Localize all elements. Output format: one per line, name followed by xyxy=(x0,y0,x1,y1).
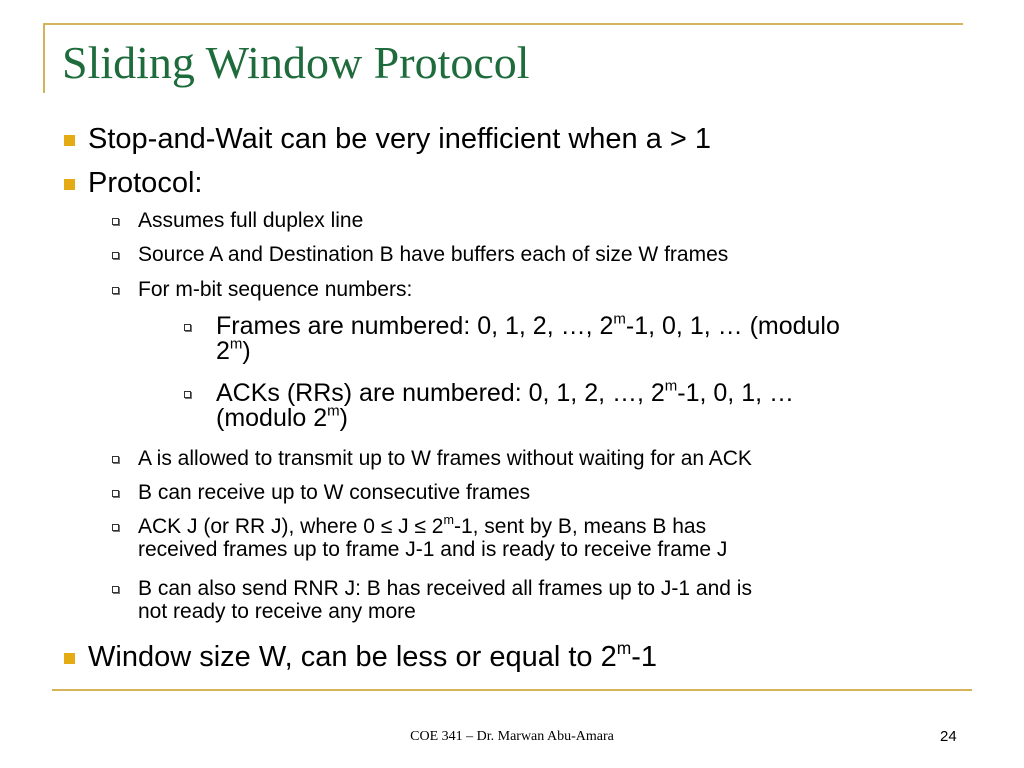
sub-bullet-line: not ready to receive any more xyxy=(138,599,416,623)
hollow-square-bullet-icon xyxy=(112,218,119,225)
text-run: -1, 0, 1, … xyxy=(677,379,794,407)
hollow-square-bullet-icon xyxy=(112,287,119,294)
bullet-text: Protocol: xyxy=(88,167,203,199)
sub-bullet-item xyxy=(112,210,363,233)
sub-bullet-text: Source A and Destination B have buffers each of size W frames xyxy=(138,243,729,266)
page-number: 24 xyxy=(940,728,957,745)
footer-course: COE 341 – Dr. Marwan Abu-Amara xyxy=(410,729,614,744)
sub-bullet-item xyxy=(112,482,530,505)
bullet-item xyxy=(64,168,202,198)
sub-bullet-item xyxy=(112,578,752,623)
square-bullet-icon xyxy=(64,653,75,664)
bullet-text xyxy=(88,637,657,673)
hollow-square-bullet-icon xyxy=(112,252,119,259)
hollow-square-bullet-icon xyxy=(112,490,119,497)
text-run: ) xyxy=(339,404,348,432)
sub-bullet-text: B can receive up to W consecutive frames xyxy=(138,481,531,504)
sub-bullet-text: Assumes full duplex line xyxy=(138,209,364,232)
text-run: -1 xyxy=(631,641,657,673)
superscript: m xyxy=(229,335,243,353)
hollow-square-bullet-icon xyxy=(112,586,119,593)
hollow-square-bullet-icon xyxy=(184,324,191,331)
superscript: m xyxy=(443,513,454,528)
sub-bullet-item xyxy=(112,448,752,471)
text-run: 2 xyxy=(216,337,230,365)
superscript: m xyxy=(664,377,678,395)
sub-sub-bullet-item xyxy=(184,377,794,432)
text-run: -1, sent by B, means B has xyxy=(453,515,707,538)
sub-sub-bullet-item xyxy=(184,310,840,365)
superscript: m xyxy=(616,637,632,658)
text-run: Frames are numbered: 0, 1, 2, …, 2 xyxy=(216,312,614,340)
bullet-text: Stop-and-Wait can be very inefficient when a > 1 xyxy=(88,123,712,155)
sub-bullet-text: For m-bit sequence numbers: xyxy=(138,278,413,301)
sub-bullet-line: received frames up to frame J-1 and is ready to receive frame J xyxy=(138,537,728,561)
bullet-item xyxy=(64,124,711,154)
text-run: ) xyxy=(242,337,251,365)
sub-sub-bullet-line xyxy=(216,310,840,340)
sub-bullet-line xyxy=(138,513,727,539)
sub-bullet-text: A is allowed to transmit up to W frames without waiting for an ACK xyxy=(138,447,752,470)
text-run: Window size W, can be less or equal to 2 xyxy=(88,641,617,673)
superscript: m xyxy=(327,402,340,420)
text-run: -1, 0, 1, … (modulo xyxy=(625,312,840,340)
sub-sub-bullet-line xyxy=(216,335,840,365)
superscript: m xyxy=(613,310,626,328)
sub-bullet-line: B can also send RNR J: B has received all frames up to J-1 and is xyxy=(138,577,752,600)
square-bullet-icon xyxy=(64,179,75,190)
sub-sub-bullet-line xyxy=(216,377,794,407)
text-run: ACKs (RRs) are numbered: 0, 1, 2, …, 2 xyxy=(216,379,665,407)
sub-bullet-item xyxy=(112,513,728,561)
hollow-square-bullet-icon xyxy=(184,391,191,398)
sub-bullet-item xyxy=(112,244,728,267)
hollow-square-bullet-icon xyxy=(112,456,119,463)
bullet-item xyxy=(64,637,657,673)
slide-title: Sliding Window Protocol xyxy=(62,37,530,88)
sub-sub-bullet-line xyxy=(216,402,794,432)
text-run: ACK J (or RR J), where 0 ≤ J ≤ 2 xyxy=(138,515,444,538)
text-run: (modulo 2 xyxy=(216,404,328,432)
hollow-square-bullet-icon xyxy=(112,524,119,531)
sub-bullet-item xyxy=(112,279,412,302)
square-bullet-icon xyxy=(64,135,75,146)
